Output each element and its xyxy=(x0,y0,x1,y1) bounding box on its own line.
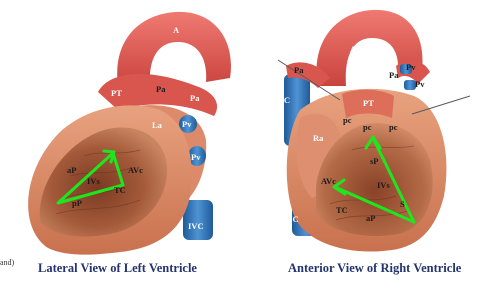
label-left-Pa-2: Pa xyxy=(190,93,200,103)
label-right-pc-1: pc xyxy=(343,115,352,125)
label-left-PT: PT xyxy=(111,88,122,98)
caption-right-ventricle: Anterior View of Right Ventricle xyxy=(288,261,462,275)
label-right-SVC: SVC xyxy=(273,95,291,105)
label-left-Pa-1: Pa xyxy=(156,84,166,94)
label-right-S: S xyxy=(400,199,405,209)
label-right-AVc: AVc xyxy=(321,176,336,186)
label-left-Pv-1: Pv xyxy=(182,119,192,129)
caption-left-ventricle: Lateral View of Left Ventricle xyxy=(38,261,197,275)
label-right-PT: PT xyxy=(363,98,374,108)
label-right-Ra: Ra xyxy=(313,133,324,143)
label-right-Pv-2: Pv xyxy=(415,79,425,89)
label-right-A: A xyxy=(350,44,357,54)
label-right-pc-2: pc xyxy=(363,122,372,132)
label-right-aP: aP xyxy=(366,213,376,223)
label-right-Pa-1: Pa xyxy=(294,65,304,75)
left-ivc-vessel xyxy=(183,200,213,240)
label-left-Pv-2: Pv xyxy=(191,152,201,162)
label-right-IVC: IVC xyxy=(283,214,299,224)
label-left-AVc: AVc xyxy=(128,165,143,175)
label-left-TC: TC xyxy=(114,185,126,195)
label-left-La: La xyxy=(152,120,162,130)
label-left-A: A xyxy=(173,25,180,35)
label-left-IVs: IVs xyxy=(87,176,100,186)
label-right-IVs: IVs xyxy=(377,180,390,190)
left-heart-illustration xyxy=(28,12,231,255)
label-left-IVC: IVC xyxy=(188,221,204,231)
label-right-pc-3: pc xyxy=(389,122,398,132)
label-right-sP: sP xyxy=(370,156,379,166)
label-right-TC: TC xyxy=(336,205,348,215)
label-left-pP: pP xyxy=(72,198,82,208)
label-right-Pa-2: Pa xyxy=(389,70,399,80)
label-right-Pv-1: Pv xyxy=(406,62,416,72)
cropped-edge-text: and) xyxy=(0,258,15,267)
label-left-aP: aP xyxy=(67,165,77,175)
